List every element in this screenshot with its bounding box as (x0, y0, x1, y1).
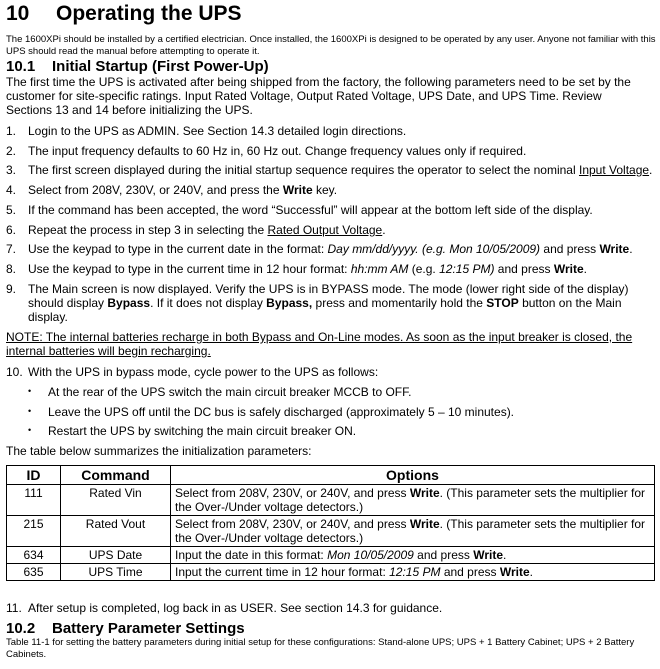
table-header-row (7, 466, 655, 485)
step-text: After setup is completed, log back in as USER. See section 14.3 for guidance. (28, 601, 443, 615)
table-row (7, 564, 655, 581)
battery-caption: Table 11-1 for setting the battery parameters during initial setup for these configurations: Stand-alone UPS; UPS + 1 Battery Cabinet; UPS + 2 Battery Cabinets. (6, 637, 635, 660)
initialization-parameters-table (6, 465, 655, 581)
table-row (7, 547, 655, 564)
table-row (7, 485, 655, 516)
table-intro: The table below summarizes the initialization parameters: (6, 444, 312, 458)
startup-paragraph: The first time the UPS is activated after being shipped from the factory, the following parameters need to be set by the customer for site-specific ratings. Input Rated Voltage, Output Rated Voltage, UPS Date, and UPS Time. Review Sections 13 and 14 before initializing the UPS. (6, 75, 631, 117)
step-text: Select from 208V, 230V, or 240V, and press the Write key. (28, 183, 338, 197)
intro-paragraph: The 1600XPi should be installed by a certified electrician. Once installed, the 1600XPi is designed to be operated by any user. Anyone not familiar with this UPS should read the manual before attempting to operate it. (6, 34, 656, 57)
cell-options: Select from 208V, 230V, or 240V, and press Write. (This parameter sets the multiplier for the Over-/Under voltage detectors.) (171, 485, 655, 516)
subsection-title: Initial Startup (First Power-Up) (52, 58, 269, 75)
subsection-number: 10.2 (6, 620, 36, 637)
bullet-icon: • (28, 425, 32, 435)
section-number: 10 (6, 2, 30, 25)
bullet-text: Restart the UPS by switching the main circuit breaker ON. (48, 424, 357, 438)
cell-id: 635 (7, 564, 61, 581)
step-number: 10. (6, 365, 23, 379)
step-text: With the UPS in bypass mode, cycle power to the UPS as follows: (28, 365, 379, 379)
cell-options: Input the current time in 12 hour format: 12:15 PM and press Write. (171, 564, 655, 581)
step-number: 7. (6, 242, 17, 256)
step-number: 3. (6, 163, 17, 177)
bullet-icon: • (28, 406, 32, 416)
step-number: 4. (6, 183, 17, 197)
battery-recharge-note: NOTE: The internal batteries recharge in both Bypass and On-Line modes. As soon as the input breaker is closed, the internal batteries will begin recharging. (6, 330, 633, 358)
step-text: Repeat the process in step 3 in selecting the Rated Output Voltage. (28, 223, 386, 237)
subsection-title: Battery Parameter Settings (52, 620, 245, 637)
step-number: 9. (6, 282, 17, 296)
header-command: Command (61, 466, 171, 485)
section-title: Operating the UPS (56, 2, 242, 25)
input-voltage-term: Input Voltage (578, 163, 650, 177)
step-number: 6. (6, 223, 17, 237)
step-text: If the command has been accepted, the word “Successful” will appear at the bottom left side of the display. (28, 203, 593, 217)
bullet-text: At the rear of the UPS switch the main circuit breaker MCCB to OFF. (48, 385, 412, 399)
step-text: Login to the UPS as ADMIN. See Section 14.3 detailed login directions. (28, 124, 407, 138)
cell-id: 111 (7, 485, 61, 516)
bullet-icon: • (28, 386, 32, 396)
cell-command: Rated Vout (61, 516, 171, 547)
section-heading (6, 2, 242, 26)
header-options: Options (171, 466, 655, 485)
step-number: 5. (6, 203, 17, 217)
step-text: The input frequency defaults to 60 Hz in, 60 Hz out. Change frequency values only if required. (28, 144, 527, 158)
step-number: 8. (6, 262, 17, 276)
step-number: 2. (6, 144, 17, 158)
header-id: ID (7, 466, 61, 485)
step-text: The Main screen is now displayed. Verify the UPS is in BYPASS mode. The mode (lower right side of the display) should display Bypass. If it does not display Bypass, press and momentarily hold the STOP button on the Main display. (28, 282, 629, 324)
cell-id: 215 (7, 516, 61, 547)
cell-command: UPS Time (61, 564, 171, 581)
cell-options: Select from 208V, 230V, or 240V, and press Write. (This parameter sets the multiplier for the Over-/Under voltage detectors.) (171, 516, 655, 547)
bullet-text: Leave the UPS off until the DC bus is safely discharged (approximately 5 – 10 minutes). (48, 405, 515, 419)
step-number: 1. (6, 124, 17, 138)
step-text: Use the keypad to type in the current date in the format: Day mm/dd/yyyy. (e.g. Mon 10/05/2009) and press Write. (28, 242, 633, 256)
cell-id: 634 (7, 547, 61, 564)
subsection-number: 10.1 (6, 58, 36, 75)
table-row (7, 516, 655, 547)
step-number: 11. (6, 601, 22, 615)
cell-command: Rated Vin (61, 485, 171, 516)
cell-command: UPS Date (61, 547, 171, 564)
rated-output-voltage-term: Rated Output Voltage (267, 223, 383, 237)
subsection-heading-initial-startup (6, 58, 269, 75)
cell-options: Input the date in this format: Mon 10/05/2009 and press Write. (171, 547, 655, 564)
step-text: Use the keypad to type in the current time in 12 hour format: hh:mm AM (e.g. 12:15 PM) and press Write. (28, 262, 587, 276)
subsection-heading-battery (6, 620, 245, 637)
step-text: The first screen displayed during the initial startup sequence requires the operator to select the nominal Input Voltage. (28, 163, 653, 177)
